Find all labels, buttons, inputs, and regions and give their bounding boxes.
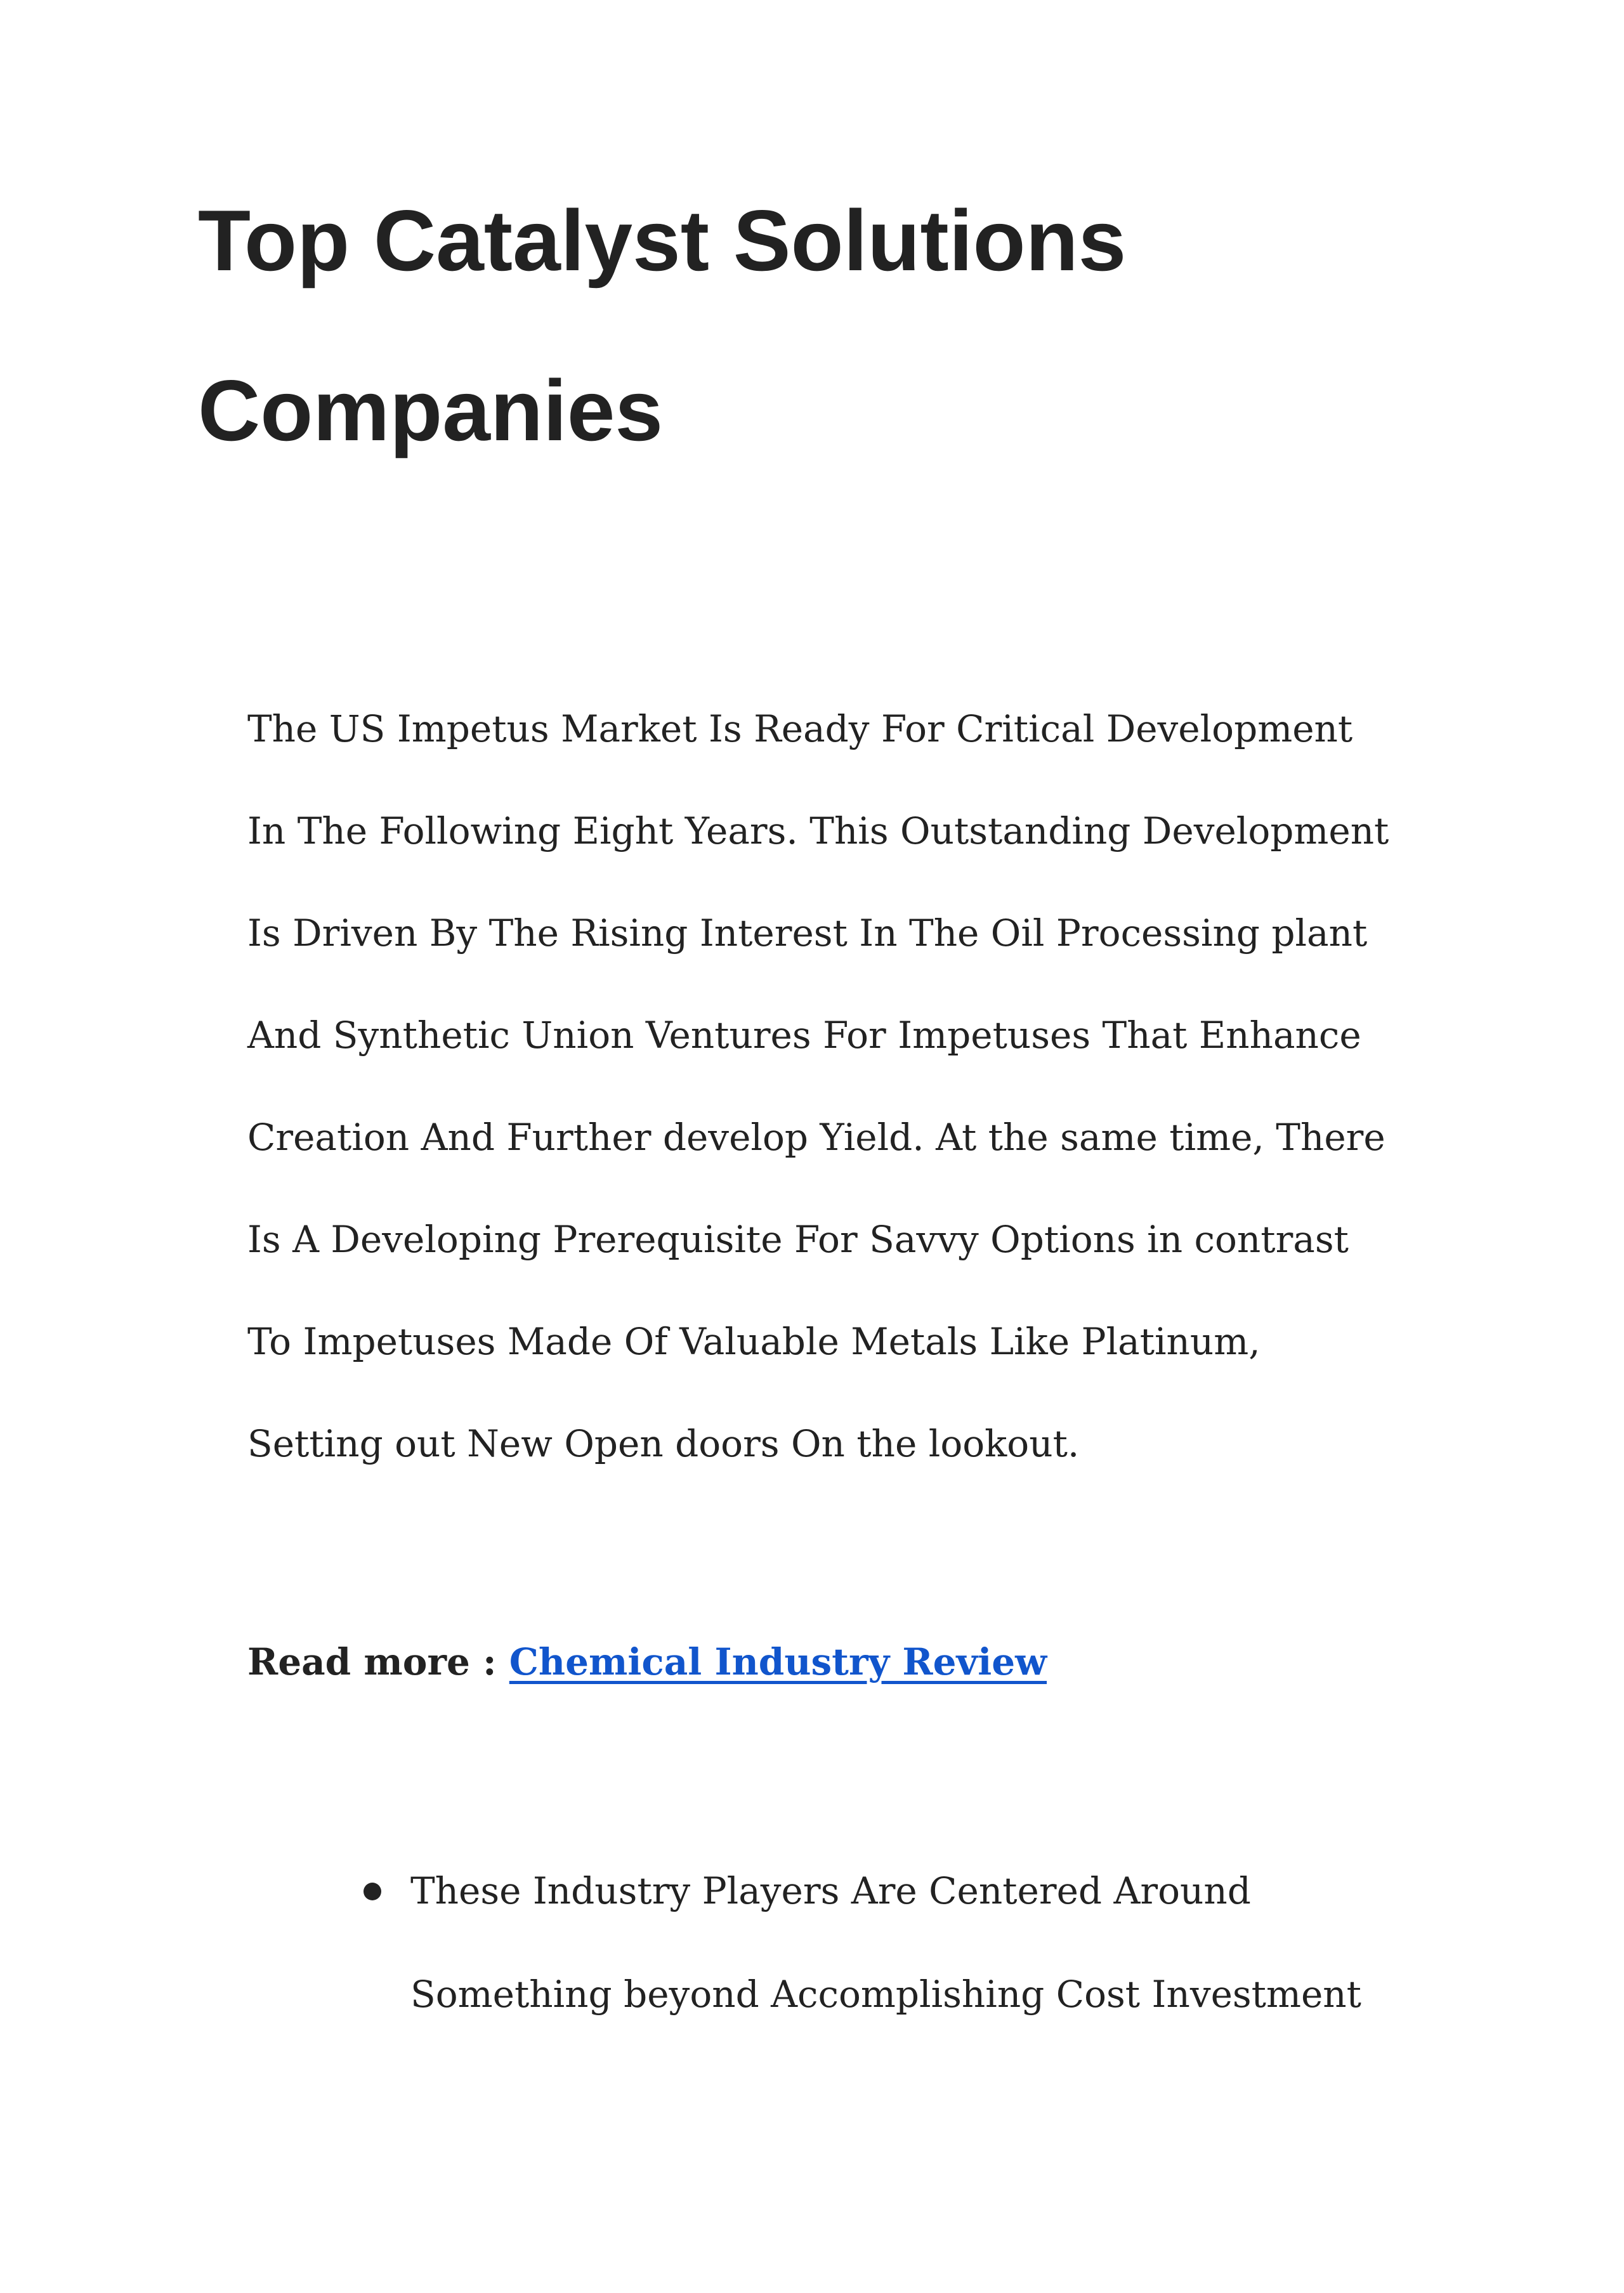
list-item-text: These Industry Players Are Centered Around Something beyond Accomplishing Cost Investment	[410, 1869, 1361, 2016]
read-more-line	[247, 1624, 1402, 1700]
bullet-list	[358, 1839, 1399, 2046]
page-title: Top Catalyst Solutions Companies	[198, 192, 1127, 459]
chemical-industry-review-link[interactable]: Chemical Industry Review	[509, 1640, 1047, 1683]
bullet-icon	[363, 1883, 381, 1900]
list-item	[358, 1839, 1399, 2046]
read-more-label: Read more :	[247, 1640, 509, 1683]
intro-paragraph: The US Impetus Market Is Ready For Critical Development In The Following Eight Years. This Outstanding Development Is Driven By The Rising Interest In The Oil Processing plant And Synthetic Union Ventures For Impetuses That Enhance Creation And Further develop Yield. At the same time, There Is A Developing Prerequisite For Savvy Options in contrast To Impetuses Made Of Valuable Metals Like Platinum, Setting out New Open doors On the lookout.	[247, 707, 1389, 1465]
